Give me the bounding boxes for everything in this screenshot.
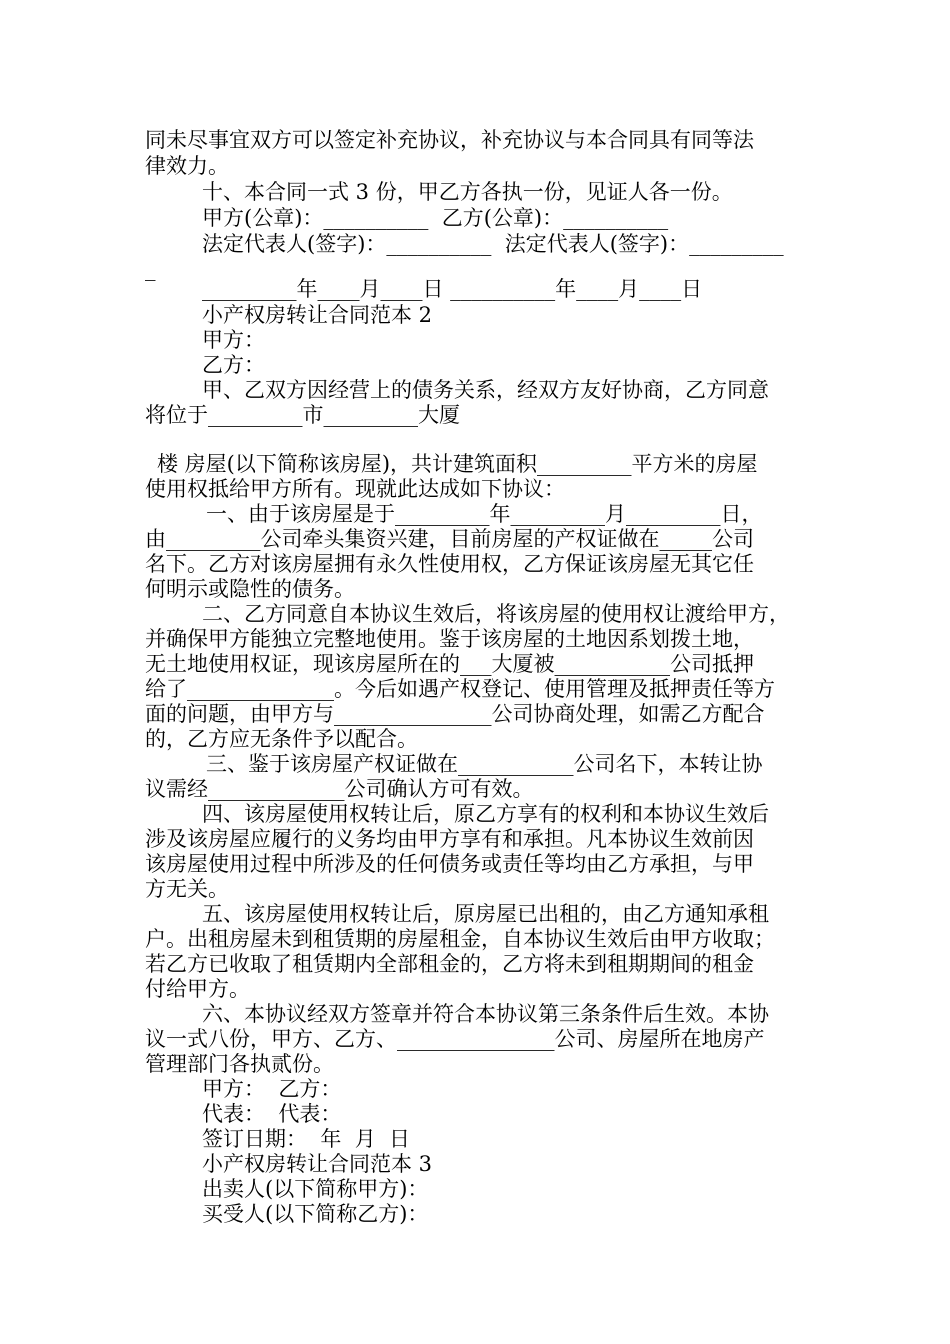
text-line: 面的问题，由甲方与_______________公司协商处理，如需乙方配合 (145, 702, 765, 726)
text-line: 出卖人(以下简称甲方)： (202, 1177, 429, 1201)
text-line: 户。出租房屋未到租赁期的房屋租金，自本协议生效后由甲方收取； (145, 927, 775, 951)
signature-date-line: _________年____月____日 __________年____月____日 (202, 277, 703, 301)
text-line: 甲、乙双方因经营上的债务关系，经双方友好协商，乙方同意 (202, 378, 769, 402)
text-line: 三、鉴于该房屋产权证做在___________公司名下，本转让协 (206, 752, 763, 776)
text-line: 一、由于该房屋是于_________年_________月_________日， (206, 502, 763, 526)
text-line: 该房屋使用过程中所涉及的任何债务或责任等均由乙方承担，与甲 (145, 852, 754, 876)
text-line: 六、本协议经双方签章并符合本协议第三条条件后生效。本协 (202, 1002, 769, 1026)
text-line: 甲方： 乙方： (202, 1077, 342, 1101)
text-line: 涉及该房屋应履行的义务均由甲方享有和承担。凡本协议生效前因 (145, 827, 754, 851)
section-title: 小产权房转让合同范本 3 (202, 1152, 433, 1176)
text-line: _ (145, 257, 156, 281)
text-line: 名下。乙方对该房屋拥有永久性使用权，乙方保证该房屋无其它任 (145, 552, 754, 576)
text-line: 同未尽事宜双方可以签定补充协议，补充协议与本合同具有同等法 (145, 128, 754, 152)
text-line: 法定代表人(签字)：__________ 法定代表人(签字)：_________ (202, 232, 784, 256)
text-line: 二、乙方同意自本协议生效后，将该房屋的使用权让渡给甲方， (202, 602, 790, 626)
text-line: 使用权抵给甲方所有。现就此达成如下协议： (145, 477, 565, 501)
text-line: 方无关。 (145, 877, 229, 901)
text-line: 何明示或隐性的债务。 (145, 577, 355, 601)
text-line: 律效力。 (145, 154, 229, 178)
text-line: 代表： 代表： (202, 1102, 342, 1126)
text-line: 四、该房屋使用权转让后，原乙方享有的权利和本协议生效后 (202, 802, 769, 826)
section-title: 小产权房转让合同范本 2 (202, 303, 433, 327)
text-line: 乙方： (202, 353, 265, 377)
text-line: 议一式八份，甲方、乙方、_______________公司、房屋所在地房产 (145, 1027, 765, 1051)
text-line: 签订日期： 年 月 日 (202, 1127, 411, 1151)
text-line: 楼 房屋(以下简称该房屋)，共计建筑面积_________平方米的房屋 (157, 452, 758, 476)
text-line: 由_________公司牵头集资兴建，目前房屋的产权证做在_____公司 (145, 527, 754, 551)
text-line: 给了______________。今后如遇产权登记、使用管理及抵押责任等方 (145, 677, 775, 701)
text-line: 的，乙方应无条件予以配合。 (145, 727, 418, 751)
text-line: 管理部门各执贰份。 (145, 1052, 334, 1076)
text-line: 并确保甲方能独立完整地使用。鉴于该房屋的土地因系划拨土地， (145, 627, 754, 651)
text-line: 议需经_____________公司确认方可有效。 (145, 777, 534, 801)
text-line: 付给甲方。 (145, 977, 250, 1001)
text-line: 十、本合同一式 3 份，甲乙方各执一份，见证人各一份。 (202, 180, 733, 204)
text-line: 若乙方已收取了租赁期内全部租金的，乙方将未到租期期间的租金 (145, 952, 754, 976)
text-line: 买受人(以下简称乙方)： (202, 1202, 429, 1226)
text-line: 将位于_________市_________大厦 (145, 403, 460, 427)
text-line: 甲方(公章)：__________ 乙方(公章)：__________ (202, 206, 669, 230)
text-line: 五、该房屋使用权转让后，原房屋已出租的，由乙方通知承租 (202, 902, 769, 926)
text-line: 无土地使用权证，现该房屋所在的___大厦被___________公司抵押 (145, 652, 754, 676)
text-line: 甲方： (202, 328, 265, 352)
